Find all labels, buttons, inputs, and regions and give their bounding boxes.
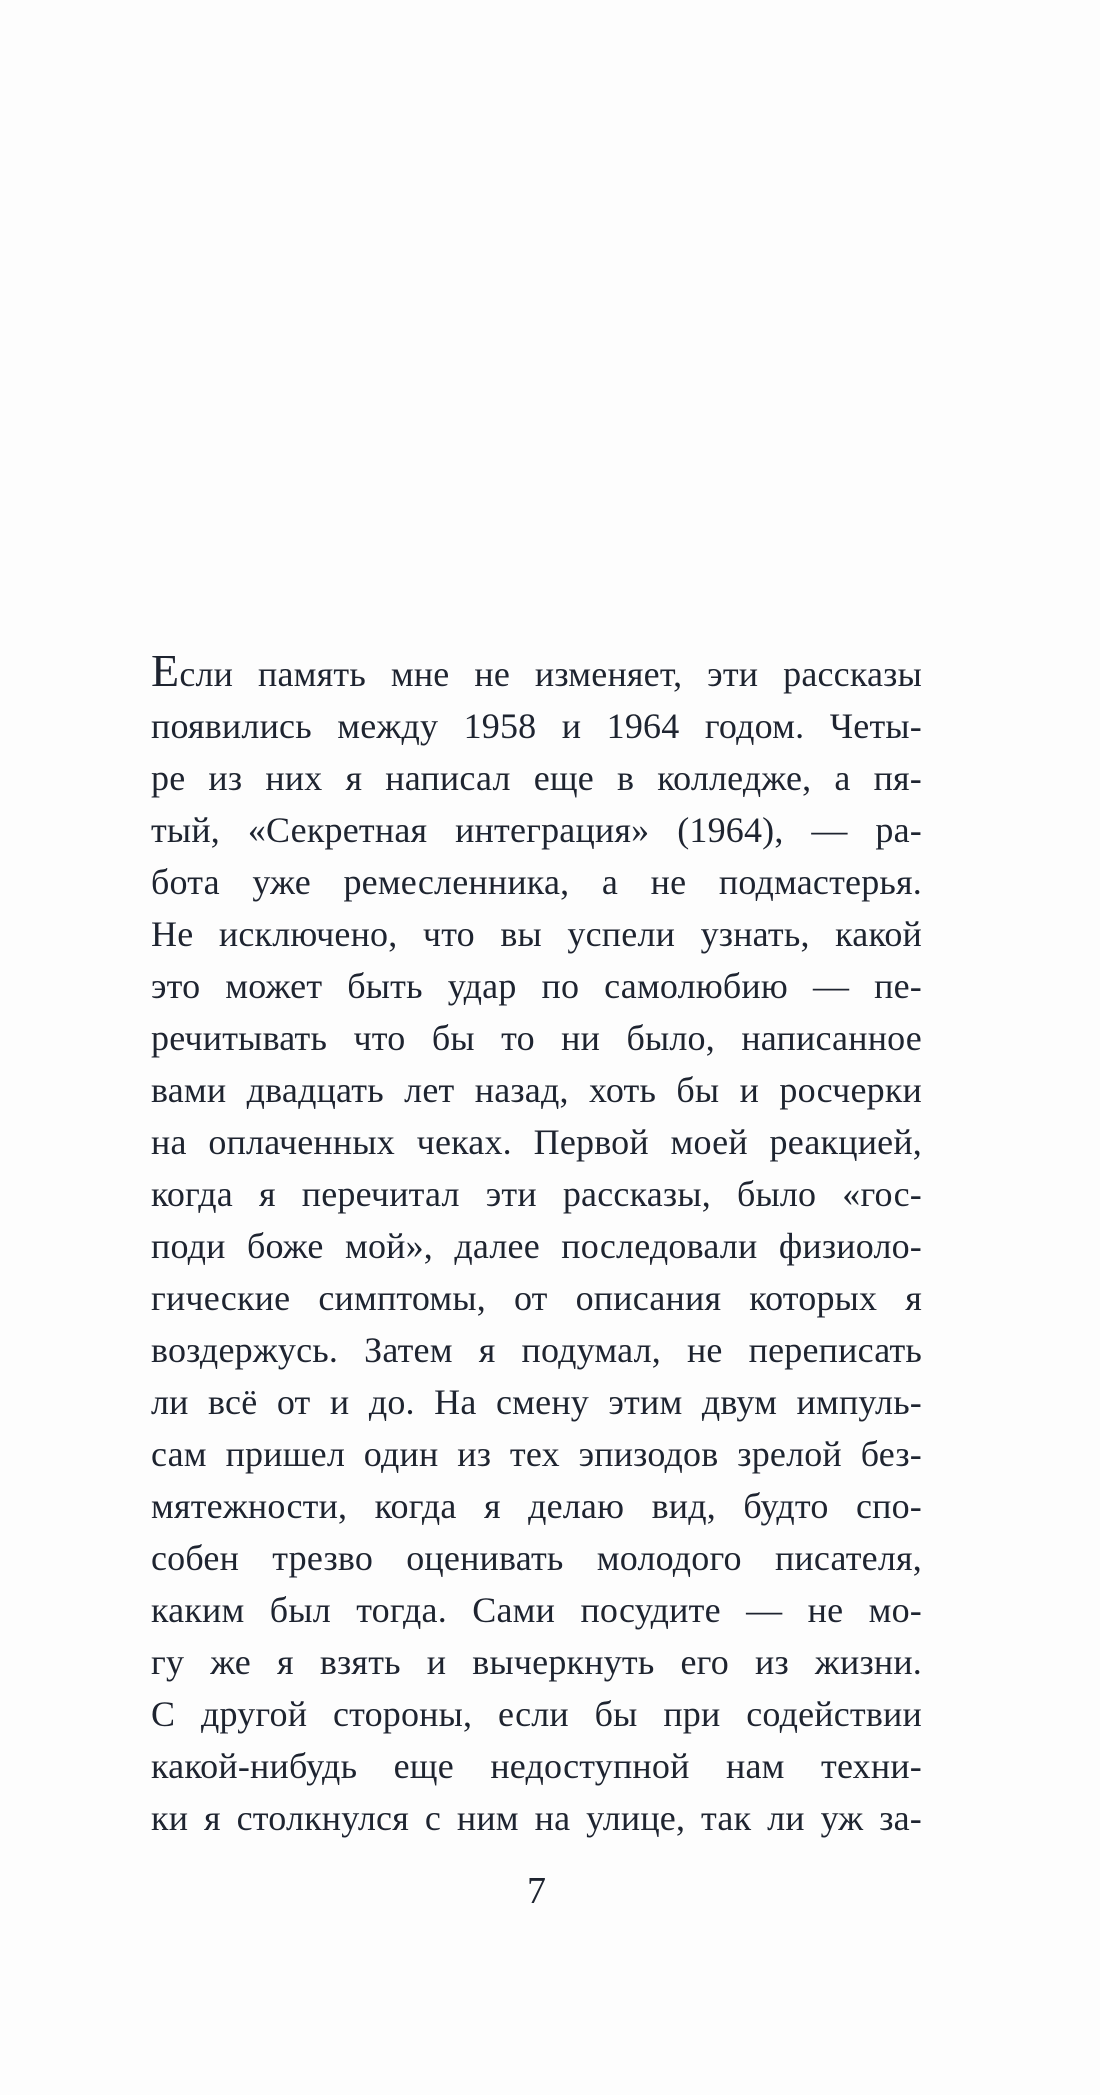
text-line: речитывать что бы то ни было, написанное bbox=[151, 1018, 922, 1058]
text-line: собен трезво оценивать молодого писателя, bbox=[151, 1538, 922, 1578]
text-line: вами двадцать лет назад, хоть бы и росчерки bbox=[151, 1070, 922, 1110]
text-line-first-rest: сли память мне не изменяет, эти рассказы bbox=[179, 654, 922, 694]
text-line: гу же я взять и вычеркнуть его из жизни. bbox=[151, 1642, 922, 1682]
text-line: бота уже ремесленника, а не подмастерья. bbox=[151, 862, 922, 902]
text-line: поди боже мой», далее последовали физиоло- bbox=[151, 1226, 922, 1266]
drop-cap-initial: Е bbox=[151, 645, 180, 696]
page-number: 7 bbox=[527, 1870, 546, 1912]
text-line: когда я перечитал эти рассказы, было «гос- bbox=[151, 1174, 922, 1214]
paragraph bbox=[151, 645, 922, 1844]
text-line-first bbox=[151, 645, 922, 700]
text-line: С другой стороны, если бы при содействии bbox=[151, 1694, 922, 1734]
text-line: мятежности, когда я делаю вид, будто спо- bbox=[151, 1486, 922, 1526]
text-line: на оплаченных чеках. Первой моей реакцией, bbox=[151, 1122, 922, 1162]
text-line: каким был тогда. Сами посудите — не мо- bbox=[151, 1590, 922, 1630]
text-line: ки я столкнулся с ним на улице, так ли уж за- bbox=[151, 1798, 922, 1838]
text-line: ре из них я написал еще в колледже, а пя- bbox=[151, 758, 922, 798]
text-line: сам пришел один из тех эпизодов зрелой без- bbox=[151, 1434, 922, 1474]
text-line: это может быть удар по самолюбию — пе- bbox=[151, 966, 922, 1006]
text-line: какой-нибудь еще недоступной нам техни- bbox=[151, 1746, 922, 1786]
text-line: Не исключено, что вы успели узнать, какой bbox=[151, 914, 922, 954]
text-line: гические симптомы, от описания которых я bbox=[151, 1278, 922, 1318]
text-line: ли всё от и до. На смену этим двум импуль- bbox=[151, 1382, 922, 1422]
text-line: воздержусь. Затем я подумал, не переписать bbox=[151, 1330, 922, 1370]
text-line: тый, «Секретная интеграция» (1964), — ра- bbox=[151, 810, 922, 850]
text-line: появились между 1958 и 1964 годом. Четы- bbox=[151, 706, 922, 746]
